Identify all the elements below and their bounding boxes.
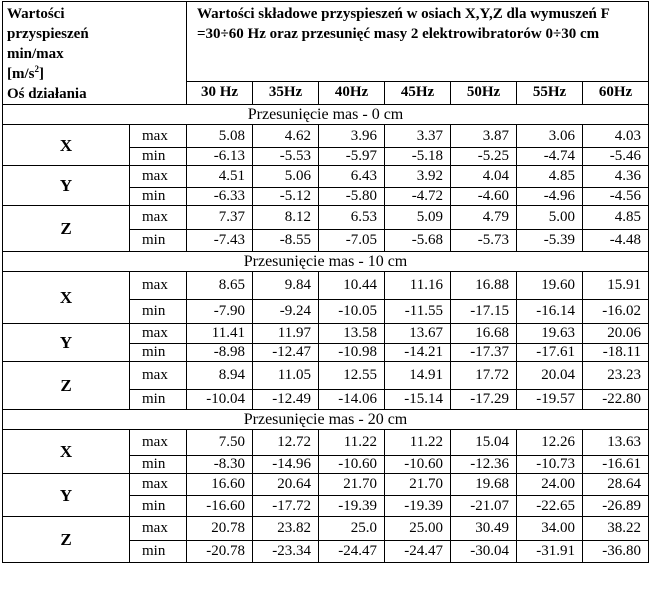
value-cell: 3.37 — [385, 125, 451, 148]
table-row — [3, 166, 649, 188]
unit-base: [m/s — [7, 66, 35, 82]
value-cell: -10.04 — [187, 390, 253, 410]
value-cell: -5.25 — [451, 148, 517, 166]
value-cell: 5.09 — [385, 206, 451, 230]
frequency-header-cell: 60Hz — [583, 81, 649, 104]
table-body — [3, 2, 649, 563]
value-cell: -10.05 — [319, 300, 385, 324]
frequency-header-cell: 55Hz — [517, 81, 583, 104]
value-cell: -7.43 — [187, 230, 253, 252]
value-cell: -22.65 — [517, 496, 583, 517]
axis-label: Y — [3, 474, 130, 517]
value-cell: 17.72 — [451, 362, 517, 390]
value-cell: -7.90 — [187, 300, 253, 324]
value-cell: 30.49 — [451, 517, 517, 541]
value-cell: -18.11 — [583, 344, 649, 362]
value-cell: 4.62 — [253, 125, 319, 148]
axis-label: Y — [3, 324, 130, 362]
value-cell: 19.68 — [451, 474, 517, 496]
value-cell: -5.46 — [583, 148, 649, 166]
value-cell: -19.39 — [385, 496, 451, 517]
frequency-header-cell: 30 Hz — [187, 81, 253, 104]
value-cell: 38.22 — [583, 517, 649, 541]
row-kind-label: min — [130, 344, 187, 362]
value-cell: -5.18 — [385, 148, 451, 166]
value-cell: 3.87 — [451, 125, 517, 148]
value-cell: 13.67 — [385, 324, 451, 344]
value-cell: 4.04 — [451, 166, 517, 188]
value-cell: -4.96 — [517, 188, 583, 206]
value-cell: -20.78 — [187, 541, 253, 563]
value-cell: 8.94 — [187, 362, 253, 390]
value-cell: -15.14 — [385, 390, 451, 410]
frequency-header-cell: 45Hz — [385, 81, 451, 104]
axis-label: X — [3, 430, 130, 474]
frequency-header-cell: 35Hz — [253, 81, 319, 104]
value-cell: 4.03 — [583, 125, 649, 148]
value-cell: 4.85 — [517, 166, 583, 188]
row-kind-label: max — [130, 206, 187, 230]
value-cell: 16.88 — [451, 272, 517, 300]
value-cell: 5.08 — [187, 125, 253, 148]
value-cell: 11.41 — [187, 324, 253, 344]
row-kind-label: min — [130, 148, 187, 166]
section-title: Przesunięcie mas - 20 cm — [3, 410, 649, 430]
value-cell: 4.85 — [583, 206, 649, 230]
value-cell: -5.73 — [451, 230, 517, 252]
value-cell: 12.55 — [319, 362, 385, 390]
value-cell: -17.15 — [451, 300, 517, 324]
value-cell: -11.55 — [385, 300, 451, 324]
row-kind-label: max — [130, 166, 187, 188]
value-cell: 5.06 — [253, 166, 319, 188]
value-cell: 8.12 — [253, 206, 319, 230]
value-cell: 3.96 — [319, 125, 385, 148]
value-cell: 4.51 — [187, 166, 253, 188]
axis-label: Y — [3, 166, 130, 206]
value-cell: -5.39 — [517, 230, 583, 252]
value-cell: 8.65 — [187, 272, 253, 300]
value-cell: 15.04 — [451, 430, 517, 456]
row-kind-label: max — [130, 324, 187, 344]
section-title: Przesunięcie mas - 10 cm — [3, 252, 649, 272]
value-cell: 10.44 — [319, 272, 385, 300]
section-title: Przesunięcie mas - 0 cm — [3, 105, 649, 125]
value-cell: 3.06 — [517, 125, 583, 148]
frequency-header-cell: 40Hz — [319, 81, 385, 104]
value-cell: 14.91 — [385, 362, 451, 390]
value-cell: -12.47 — [253, 344, 319, 362]
value-cell: 11.97 — [253, 324, 319, 344]
value-cell: -19.57 — [517, 390, 583, 410]
row-kind-label: max — [130, 430, 187, 456]
value-cell: 21.70 — [385, 474, 451, 496]
value-cell: 34.00 — [517, 517, 583, 541]
value-cell: 9.84 — [253, 272, 319, 300]
acceleration-table — [2, 1, 649, 563]
row-kind-label: min — [130, 188, 187, 206]
value-cell: -16.02 — [583, 300, 649, 324]
row-kind-label: max — [130, 517, 187, 541]
value-cell: -19.39 — [319, 496, 385, 517]
header-left-line2: przyspieszeń — [7, 26, 89, 42]
axis-label: X — [3, 125, 130, 166]
header-unit — [7, 64, 186, 84]
value-cell: -36.80 — [583, 541, 649, 563]
value-cell: 11.22 — [385, 430, 451, 456]
value-cell: 7.37 — [187, 206, 253, 230]
value-cell: -14.21 — [385, 344, 451, 362]
value-cell: -7.05 — [319, 230, 385, 252]
value-cell: -5.97 — [319, 148, 385, 166]
value-cell: -6.13 — [187, 148, 253, 166]
table-row — [3, 430, 649, 456]
value-cell: 25.00 — [385, 517, 451, 541]
axis-label: Z — [3, 362, 130, 410]
value-cell: -17.29 — [451, 390, 517, 410]
value-cell: -5.80 — [319, 188, 385, 206]
value-cell: 6.53 — [319, 206, 385, 230]
row-kind-label: max — [130, 125, 187, 148]
row-kind-label: min — [130, 496, 187, 517]
value-cell: -4.60 — [451, 188, 517, 206]
table-title: Wartości składowe przyspieszeń w osiach X,Y,Z dla wymuszeń F =30÷60 Hz oraz przesunięć masy 2 elektrowibratorów 0÷30 cm — [187, 2, 649, 82]
value-cell: -4.56 — [583, 188, 649, 206]
table-row — [3, 125, 649, 148]
value-cell: -31.91 — [517, 541, 583, 563]
value-cell: 16.60 — [187, 474, 253, 496]
value-cell: 6.43 — [319, 166, 385, 188]
value-cell: -4.74 — [517, 148, 583, 166]
axis-label: X — [3, 272, 130, 324]
value-cell: -9.24 — [253, 300, 319, 324]
row-kind-label: max — [130, 362, 187, 390]
value-cell: -10.98 — [319, 344, 385, 362]
value-cell: -26.89 — [583, 496, 649, 517]
value-cell: 16.68 — [451, 324, 517, 344]
value-cell: 7.50 — [187, 430, 253, 456]
table-row — [3, 206, 649, 230]
value-cell: 28.64 — [583, 474, 649, 496]
value-cell: -4.48 — [583, 230, 649, 252]
value-cell: 11.05 — [253, 362, 319, 390]
value-cell: -16.14 — [517, 300, 583, 324]
value-cell: 5.00 — [517, 206, 583, 230]
row-kind-label: min — [130, 390, 187, 410]
value-cell: -5.68 — [385, 230, 451, 252]
unit-close: ] — [39, 66, 44, 82]
value-cell: 23.82 — [253, 517, 319, 541]
value-cell: 12.26 — [517, 430, 583, 456]
left-header-cell — [3, 2, 187, 105]
value-cell: -8.98 — [187, 344, 253, 362]
row-kind-label: min — [130, 300, 187, 324]
table-row — [3, 474, 649, 496]
header-axis-label: Oś działania — [7, 86, 87, 102]
value-cell: -10.60 — [385, 456, 451, 474]
value-cell: -5.53 — [253, 148, 319, 166]
value-cell: -17.72 — [253, 496, 319, 517]
axis-label: Z — [3, 206, 130, 252]
frequency-header-cell: 50Hz — [451, 81, 517, 104]
value-cell: -30.04 — [451, 541, 517, 563]
row-kind-label: min — [130, 456, 187, 474]
value-cell: 20.04 — [517, 362, 583, 390]
table-row — [3, 517, 649, 541]
value-cell: 12.72 — [253, 430, 319, 456]
section-title-row — [3, 410, 649, 430]
section-title-row — [3, 105, 649, 125]
value-cell: -8.55 — [253, 230, 319, 252]
value-cell: -24.47 — [385, 541, 451, 563]
header-left-line1: Wartości — [7, 6, 65, 22]
value-cell: 4.36 — [583, 166, 649, 188]
row-kind-label: min — [130, 541, 187, 563]
value-cell: -16.61 — [583, 456, 649, 474]
value-cell: -10.73 — [517, 456, 583, 474]
value-cell: -10.60 — [319, 456, 385, 474]
table-row — [3, 362, 649, 390]
value-cell: -12.49 — [253, 390, 319, 410]
value-cell: -23.34 — [253, 541, 319, 563]
value-cell: -4.72 — [385, 188, 451, 206]
value-cell: 20.64 — [253, 474, 319, 496]
value-cell: 11.16 — [385, 272, 451, 300]
value-cell: 4.79 — [451, 206, 517, 230]
value-cell: -8.30 — [187, 456, 253, 474]
row-kind-label: max — [130, 272, 187, 300]
value-cell: -14.06 — [319, 390, 385, 410]
value-cell: 11.22 — [319, 430, 385, 456]
value-cell: 15.91 — [583, 272, 649, 300]
unit-exponent: 2 — [34, 64, 39, 74]
value-cell: 13.63 — [583, 430, 649, 456]
value-cell: -14.96 — [253, 456, 319, 474]
value-cell: 19.60 — [517, 272, 583, 300]
value-cell: -17.61 — [517, 344, 583, 362]
value-cell: 23.23 — [583, 362, 649, 390]
value-cell: -16.60 — [187, 496, 253, 517]
value-cell: 19.63 — [517, 324, 583, 344]
value-cell: 21.70 — [319, 474, 385, 496]
header-left-line3: min/max — [7, 46, 64, 62]
value-cell: -24.47 — [319, 541, 385, 563]
header-row — [3, 2, 649, 82]
value-cell: 20.06 — [583, 324, 649, 344]
value-cell: 13.58 — [319, 324, 385, 344]
row-kind-label: min — [130, 230, 187, 252]
value-cell: -17.37 — [451, 344, 517, 362]
value-cell: -22.80 — [583, 390, 649, 410]
value-cell: -21.07 — [451, 496, 517, 517]
table-row — [3, 272, 649, 300]
value-cell: 3.92 — [385, 166, 451, 188]
value-cell: 24.00 — [517, 474, 583, 496]
value-cell: -5.12 — [253, 188, 319, 206]
axis-label: Z — [3, 517, 130, 563]
value-cell: -6.33 — [187, 188, 253, 206]
row-kind-label: max — [130, 474, 187, 496]
section-title-row — [3, 252, 649, 272]
value-cell: 20.78 — [187, 517, 253, 541]
table-row — [3, 324, 649, 344]
value-cell: 25.0 — [319, 517, 385, 541]
value-cell: -12.36 — [451, 456, 517, 474]
